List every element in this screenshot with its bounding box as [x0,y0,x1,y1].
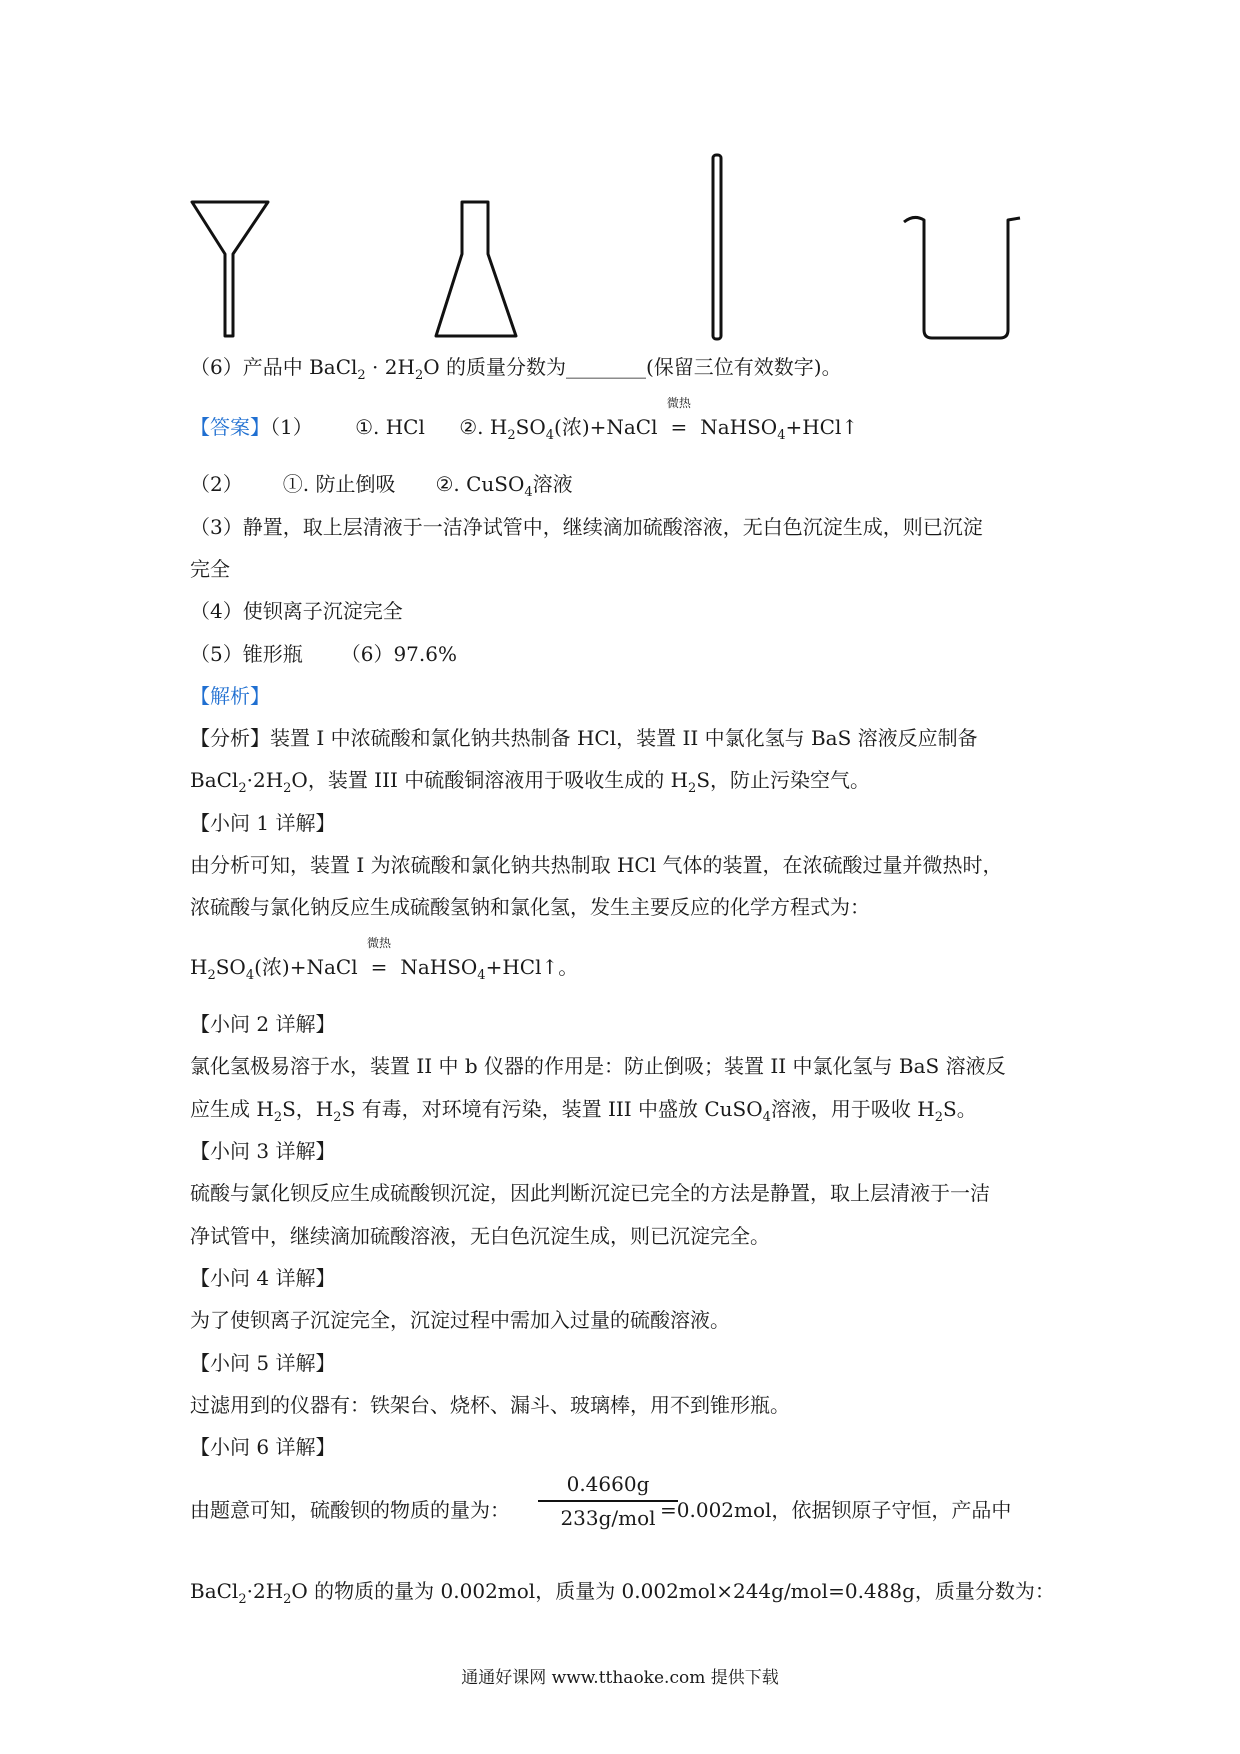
subquestion-6-text-b: $BaCl_2\cdot 2H_2O$ 的物质的量为 0.002mol，质量为 0.002mol×244g/mol=0.488g，质量分数为： [190,1579,1055,1607]
subquestion-2-text-a: 氯化氢极易溶于水，装置 II 中 b 仪器的作用是：防止倒吸；装置 II 中氯化氢与 BaS 溶液反 [190,1054,1006,1078]
analysis-p1b: $BaCl_2\cdot 2H_2O$，装置 III 中硫酸铜溶液用于吸收生成的 $H_2S$，防止污染空气。 [190,768,871,796]
subquestion-2-heading: 【小问 2 详解】 [190,1012,336,1036]
subquestion-3-heading: 【小问 3 详解】 [190,1139,336,1163]
analysis-p1a: 【分析】装置 I 中浓硫酸和氯化钠共热制备 HCl，装置 II 中氯化氢与 BaS 溶液反应制备 [190,726,978,750]
subquestion-4-text: 为了使钡离子沉淀完全，沉淀过程中需加入过量的硫酸溶液。 [190,1308,730,1332]
answer-tag: 【答案】 [190,415,270,439]
fraction [538,1474,678,1528]
subquestion-1-text-a: 由分析可知，装置 I 为浓硫酸和氯化钠共热制取 HCl 气体的装置，在浓硫酸过量并微热时， [190,853,1003,877]
page-footer: 通通好课网 www.tthaoke.com 提供下载 [461,1668,779,1688]
answer-line-1: 【答案】（1） ①. HCl ②. $H_2SO_4$(浓)+NaCl 微热 = NaHSO$_4$+HCl↑ [190,396,859,443]
subquestion-1-heading: 【小问 1 详解】 [190,811,336,835]
answer-line-4: （4）使钡离子沉淀完全 [190,599,403,623]
subquestion-5-heading: 【小问 5 详解】 [190,1351,336,1375]
subquestion-6-heading: 【小问 6 详解】 [190,1435,336,1459]
question-6: （6）产品中 BaCl$_2$ · $2H_2O$ 的质量分数为________(保留三位有效数字)。 [190,355,842,383]
beaker-icon [900,210,1024,342]
funnel-icon [188,198,272,340]
subquestion-4-heading: 【小问 4 详解】 [190,1266,336,1290]
subquestion-3-text-a: 硫酸与氯化钡反应生成硫酸钡沉淀，因此判断沉淀已完全的方法是静置，取上层清液于一洁 [190,1181,990,1205]
answer-line-2: （2） ①. 防止倒吸 ②. CuSO$_4$溶液 [190,472,573,500]
answer-line-3a: （3）静置，取上层清液于一洁净试管中，继续滴加硫酸溶液，无白色沉淀生成，则已沉淀 [190,515,983,539]
answer-line-3b: 完全 [190,557,230,581]
subquestion-6-text-a: 由题意可知，硫酸钡的物质的量为： =0.002mol，依据钡原子守恒，产品中 [190,1498,1012,1522]
subquestion-2-text-b: 应生成 $H_2S$，$H_2S$ 有毒，对环境有污染，装置 III 中盛放 CuSO$_4$溶液，用于吸收 $H_2S$。 [190,1097,977,1125]
fraction-denominator: 233g/mol [560,1506,656,1530]
subquestion-1-equation: $H_2SO_4$(浓)+NaCl 微热 = NaHSO$_4$+HCl↑。 [190,936,579,983]
conical-flask-icon [432,196,520,340]
subquestion-1-text-b: 浓硫酸与氯化钠反应生成硫酸氢钠和氯化氢，发生主要反应的化学方程式为： [190,895,870,919]
subquestion-5-text: 过滤用到的仪器有：铁架台、烧杯、漏斗、玻璃棒，用不到锥形瓶。 [190,1393,790,1417]
fraction-numerator: 0.4660g [566,1472,650,1496]
analysis-tag: 【解析】 [190,684,270,708]
glass-rod-icon [708,152,728,342]
answer-line-5-6: （5）锥形瓶 （6）97.6% [190,642,457,666]
subquestion-3-text-b: 净试管中，继续滴加硫酸溶液，无白色沉淀生成，则已沉淀完全。 [190,1224,770,1248]
